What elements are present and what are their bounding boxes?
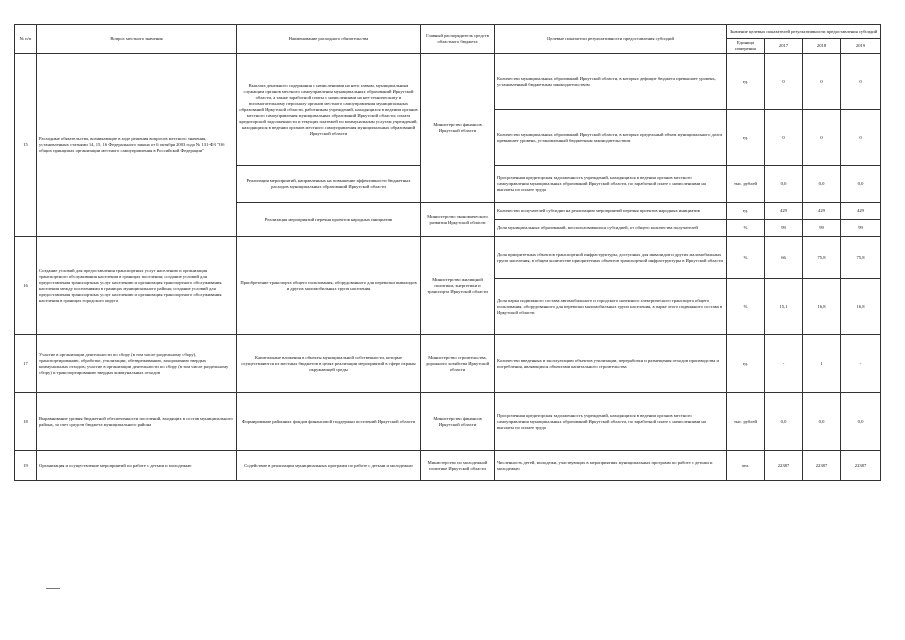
indicator-value-2018: 99 bbox=[803, 220, 841, 237]
row-manager: Министерство финансов Иркутской области bbox=[421, 54, 495, 203]
header-row bbox=[15, 25, 881, 39]
row-obligation: Реализация мероприятий, направленных на повышение эффективности бюджетных расходов муниципальных образований Иркутской области bbox=[237, 166, 421, 203]
row-number: 15 bbox=[15, 54, 37, 237]
indicator-value-2018: 0 bbox=[803, 54, 841, 110]
row-manager: Министерство строительства, дорожного хозяйства Иркутской области bbox=[421, 335, 495, 393]
indicator-value-2017: 0 bbox=[765, 110, 803, 166]
header-values-group: Значение целевых показателей результативности предоставления субсидий bbox=[727, 25, 881, 39]
indicator-value-2019: 429 bbox=[841, 203, 881, 220]
row-number: 18 bbox=[15, 393, 37, 451]
indicator-unit: ед. bbox=[727, 54, 765, 110]
indicator-value-2018: 1 bbox=[803, 335, 841, 393]
indicator-value-2019: 75,8 bbox=[841, 237, 881, 279]
indicator-value-2018: 0,0 bbox=[803, 393, 841, 451]
indicator-value-2017: 0,0 bbox=[765, 393, 803, 451]
indicator-value-2019: 16,8 bbox=[841, 279, 881, 335]
scan-mark bbox=[46, 588, 60, 589]
row-number: 17 bbox=[15, 335, 37, 393]
subsidy-table bbox=[14, 24, 881, 481]
indicator-value-2019: - bbox=[841, 335, 881, 393]
header-num: № п/п bbox=[15, 25, 37, 54]
indicator-value-2019: 22387 bbox=[841, 451, 881, 481]
indicator-text: Количество муниципальных образований Иркутской области, в которых предельный объем муниципального долга превышает уровень, установленный бюджетным законодательством bbox=[495, 110, 727, 166]
indicator-value-2017: 0,0 bbox=[765, 166, 803, 203]
indicator-value-2017: 429 bbox=[765, 203, 803, 220]
indicator-unit: % bbox=[727, 237, 765, 279]
table-row bbox=[15, 451, 881, 481]
indicator-value-2017: 15,1 bbox=[765, 279, 803, 335]
indicator-unit: ед. bbox=[727, 335, 765, 393]
row-question: Организация и осуществление мероприятий по работе с детьми и молодежью bbox=[37, 451, 237, 481]
indicator-value-2017: - bbox=[765, 335, 803, 393]
indicator-value-2019: 0,0 bbox=[841, 166, 881, 203]
indicator-value-2018: 75,8 bbox=[803, 237, 841, 279]
indicator-unit: ед. bbox=[727, 203, 765, 220]
row-manager: Министерство по молодежной политике Иркутской области bbox=[421, 451, 495, 481]
row-obligation: Выплата денежного содержания с начислениями на него главам, муниципальным служащим органов местного самоуправления муниципальных образований Иркутской области, а также заработной платы с начислениями на нее техническому и вспомогательному персоналу органов местного самоуправления муниципальных образований Иркутской области, работникам учреждений, находящихся в ведении органов местного самоуправления муниципальных образований Иркутской области; оплата кредиторской задолженности и текущих платежей по коммунальным услугам учреждений, находящихся в ведении органов местного самоуправления муниципальных образований Иркутской области bbox=[237, 54, 421, 166]
row-manager: Министерство финансов Иркутской области bbox=[421, 393, 495, 451]
indicator-value-2018: 429 bbox=[803, 203, 841, 220]
row-question: Участие в организации деятельности по сбору (в том числе раздельному сбору), транспортированию, обработке, утилизации, обезвреживанию, захоронению твердых коммунальных отходов; участие в организации деятельности по сбору (в том числе раздельному сбору) и транспортированию твердых коммунальных отходов bbox=[37, 335, 237, 393]
indicator-value-2019: 99 bbox=[841, 220, 881, 237]
indicator-unit: тыс. рублей bbox=[727, 393, 765, 451]
indicator-text: Количество введенных в эксплуатацию объектов утилизации, переработки и размещения отходов производства и потребления, являющихся объектами капитального строительства bbox=[495, 335, 727, 393]
indicator-unit: ед. bbox=[727, 110, 765, 166]
indicator-value-2018: 0 bbox=[803, 110, 841, 166]
indicator-unit: % bbox=[727, 279, 765, 335]
header-manager: Главный распорядитель средств областного бюджета bbox=[421, 25, 495, 54]
header-unit: Единица измерения bbox=[727, 39, 765, 54]
indicator-value-2017: 0 bbox=[765, 54, 803, 110]
indicator-value-2019: 0 bbox=[841, 110, 881, 166]
row-manager: Министерство жилищной политики, энергетики и транспорта Иркутской области bbox=[421, 237, 495, 335]
row-question: Расходные обязательства, возникающие в ходе решения вопросов местного значения, установленных статьями 14, 15, 16 Федерального закона от 6 октября 2003 года № 131-ФЗ "Об общих принципах организации местного самоуправления в Российской Федерации" bbox=[37, 54, 237, 237]
indicator-text: Количество получателей субсидии на реализацию мероприятий перечня проектов народных инициатив bbox=[495, 203, 727, 220]
document-page bbox=[14, 24, 881, 481]
indicator-value-2017: 66 bbox=[765, 237, 803, 279]
row-number: 19 bbox=[15, 451, 37, 481]
indicator-value-2019: 0,0 bbox=[841, 393, 881, 451]
row-manager: Министерство экономического развития Иркутской области bbox=[421, 203, 495, 237]
indicator-value-2018: 22387 bbox=[803, 451, 841, 481]
row-obligation: Содействие в реализации муниципальных программ по работе с детьми и молодежью bbox=[237, 451, 421, 481]
indicator-text: Количество муниципальных образований Иркутской области, в которых дефицит бюджета превышает уровень, установленный бюджетным законодательством bbox=[495, 54, 727, 110]
table-row bbox=[15, 335, 881, 393]
indicator-text: Численность детей, молодежи, участвующих в мероприятиях муниципальных программ по работе с детьми и молодежью bbox=[495, 451, 727, 481]
indicator-value-2018: 16,8 bbox=[803, 279, 841, 335]
indicator-text: Доля приоритетных объектов транспортной инфраструктуры, доступных для инвалидов и других маломобильных групп населения, в общем количестве приоритетных объектов транспортной инфраструктуры в Иркутской области bbox=[495, 237, 727, 279]
indicator-value-2017: 22387 bbox=[765, 451, 803, 481]
indicator-text: Просроченная кредиторская задолженность учреждений, находящихся в ведении органов местного самоуправления муниципальных образований Иркутской области, по заработной плате с начислениями на выплаты по оплате труда bbox=[495, 393, 727, 451]
row-obligation: Реализация мероприятий перечня проектов народных инициатив bbox=[237, 203, 421, 237]
header-indicators: Целевые показатели результативности предоставления субсидий bbox=[495, 25, 727, 54]
indicator-text: Доля парка подвижного состава автомобильного и городского наземного электрического транспорта общего пользования, оборудованного для перевозки маломобильных групп населения, в парке этого подвижного состава в Иркутской области bbox=[495, 279, 727, 335]
table-row bbox=[15, 237, 881, 279]
table-row bbox=[15, 54, 881, 110]
row-obligation: Приобретение транспорта общего пользования, оборудованного для перевозки инвалидов и других маломобильных групп населения bbox=[237, 237, 421, 335]
row-obligation: Формирование районных фондов финансовой поддержки поселений Иркутской области bbox=[237, 393, 421, 451]
header-obligation: Наименование расходного обязательства bbox=[237, 25, 421, 54]
indicator-text: Доля муниципальных образований, воспользовавшихся субсидией, от общего количества получателей bbox=[495, 220, 727, 237]
header-question: Вопрос местного значения bbox=[37, 25, 237, 54]
row-question: Создание условий для предоставления транспортных услуг населению и организация транспортного обслуживания населения в границах поселения; создание условий для предоставления транспортных услуг населению и организация транспортного обслуживания населения между поселениями в границах муниципального района; создание условий для предоставления транспортных услуг населению и организация транспортного обслуживания населения в границах городского округа bbox=[37, 237, 237, 335]
indicator-value-2019: 0 bbox=[841, 54, 881, 110]
header-year: 2019 bbox=[841, 39, 881, 54]
row-question: Выравнивание уровня бюджетной обеспеченности поселений, входящих в состав муниципального района, за счет средств бюджета муниципального района bbox=[37, 393, 237, 451]
row-number: 16 bbox=[15, 237, 37, 335]
indicator-unit: % bbox=[727, 220, 765, 237]
indicator-value-2018: 0,0 bbox=[803, 166, 841, 203]
row-obligation: Капитальные вложения в объекты муниципальной собственности, которые осуществляются из местных бюджетов в целях реализации мероприятий в сфере охраны окружающей среды bbox=[237, 335, 421, 393]
indicator-unit: чел. bbox=[727, 451, 765, 481]
table-row bbox=[15, 393, 881, 451]
indicator-unit: тыс. рублей bbox=[727, 166, 765, 203]
header-year: 2017 bbox=[765, 39, 803, 54]
header-year: 2018 bbox=[803, 39, 841, 54]
indicator-text: Просроченная кредиторская задолженность учреждений, находящихся в ведении органов местного самоуправления муниципальных образований Иркутской области, по заработной плате с начислениями на выплаты по оплате труда bbox=[495, 166, 727, 203]
indicator-value-2017: 99 bbox=[765, 220, 803, 237]
